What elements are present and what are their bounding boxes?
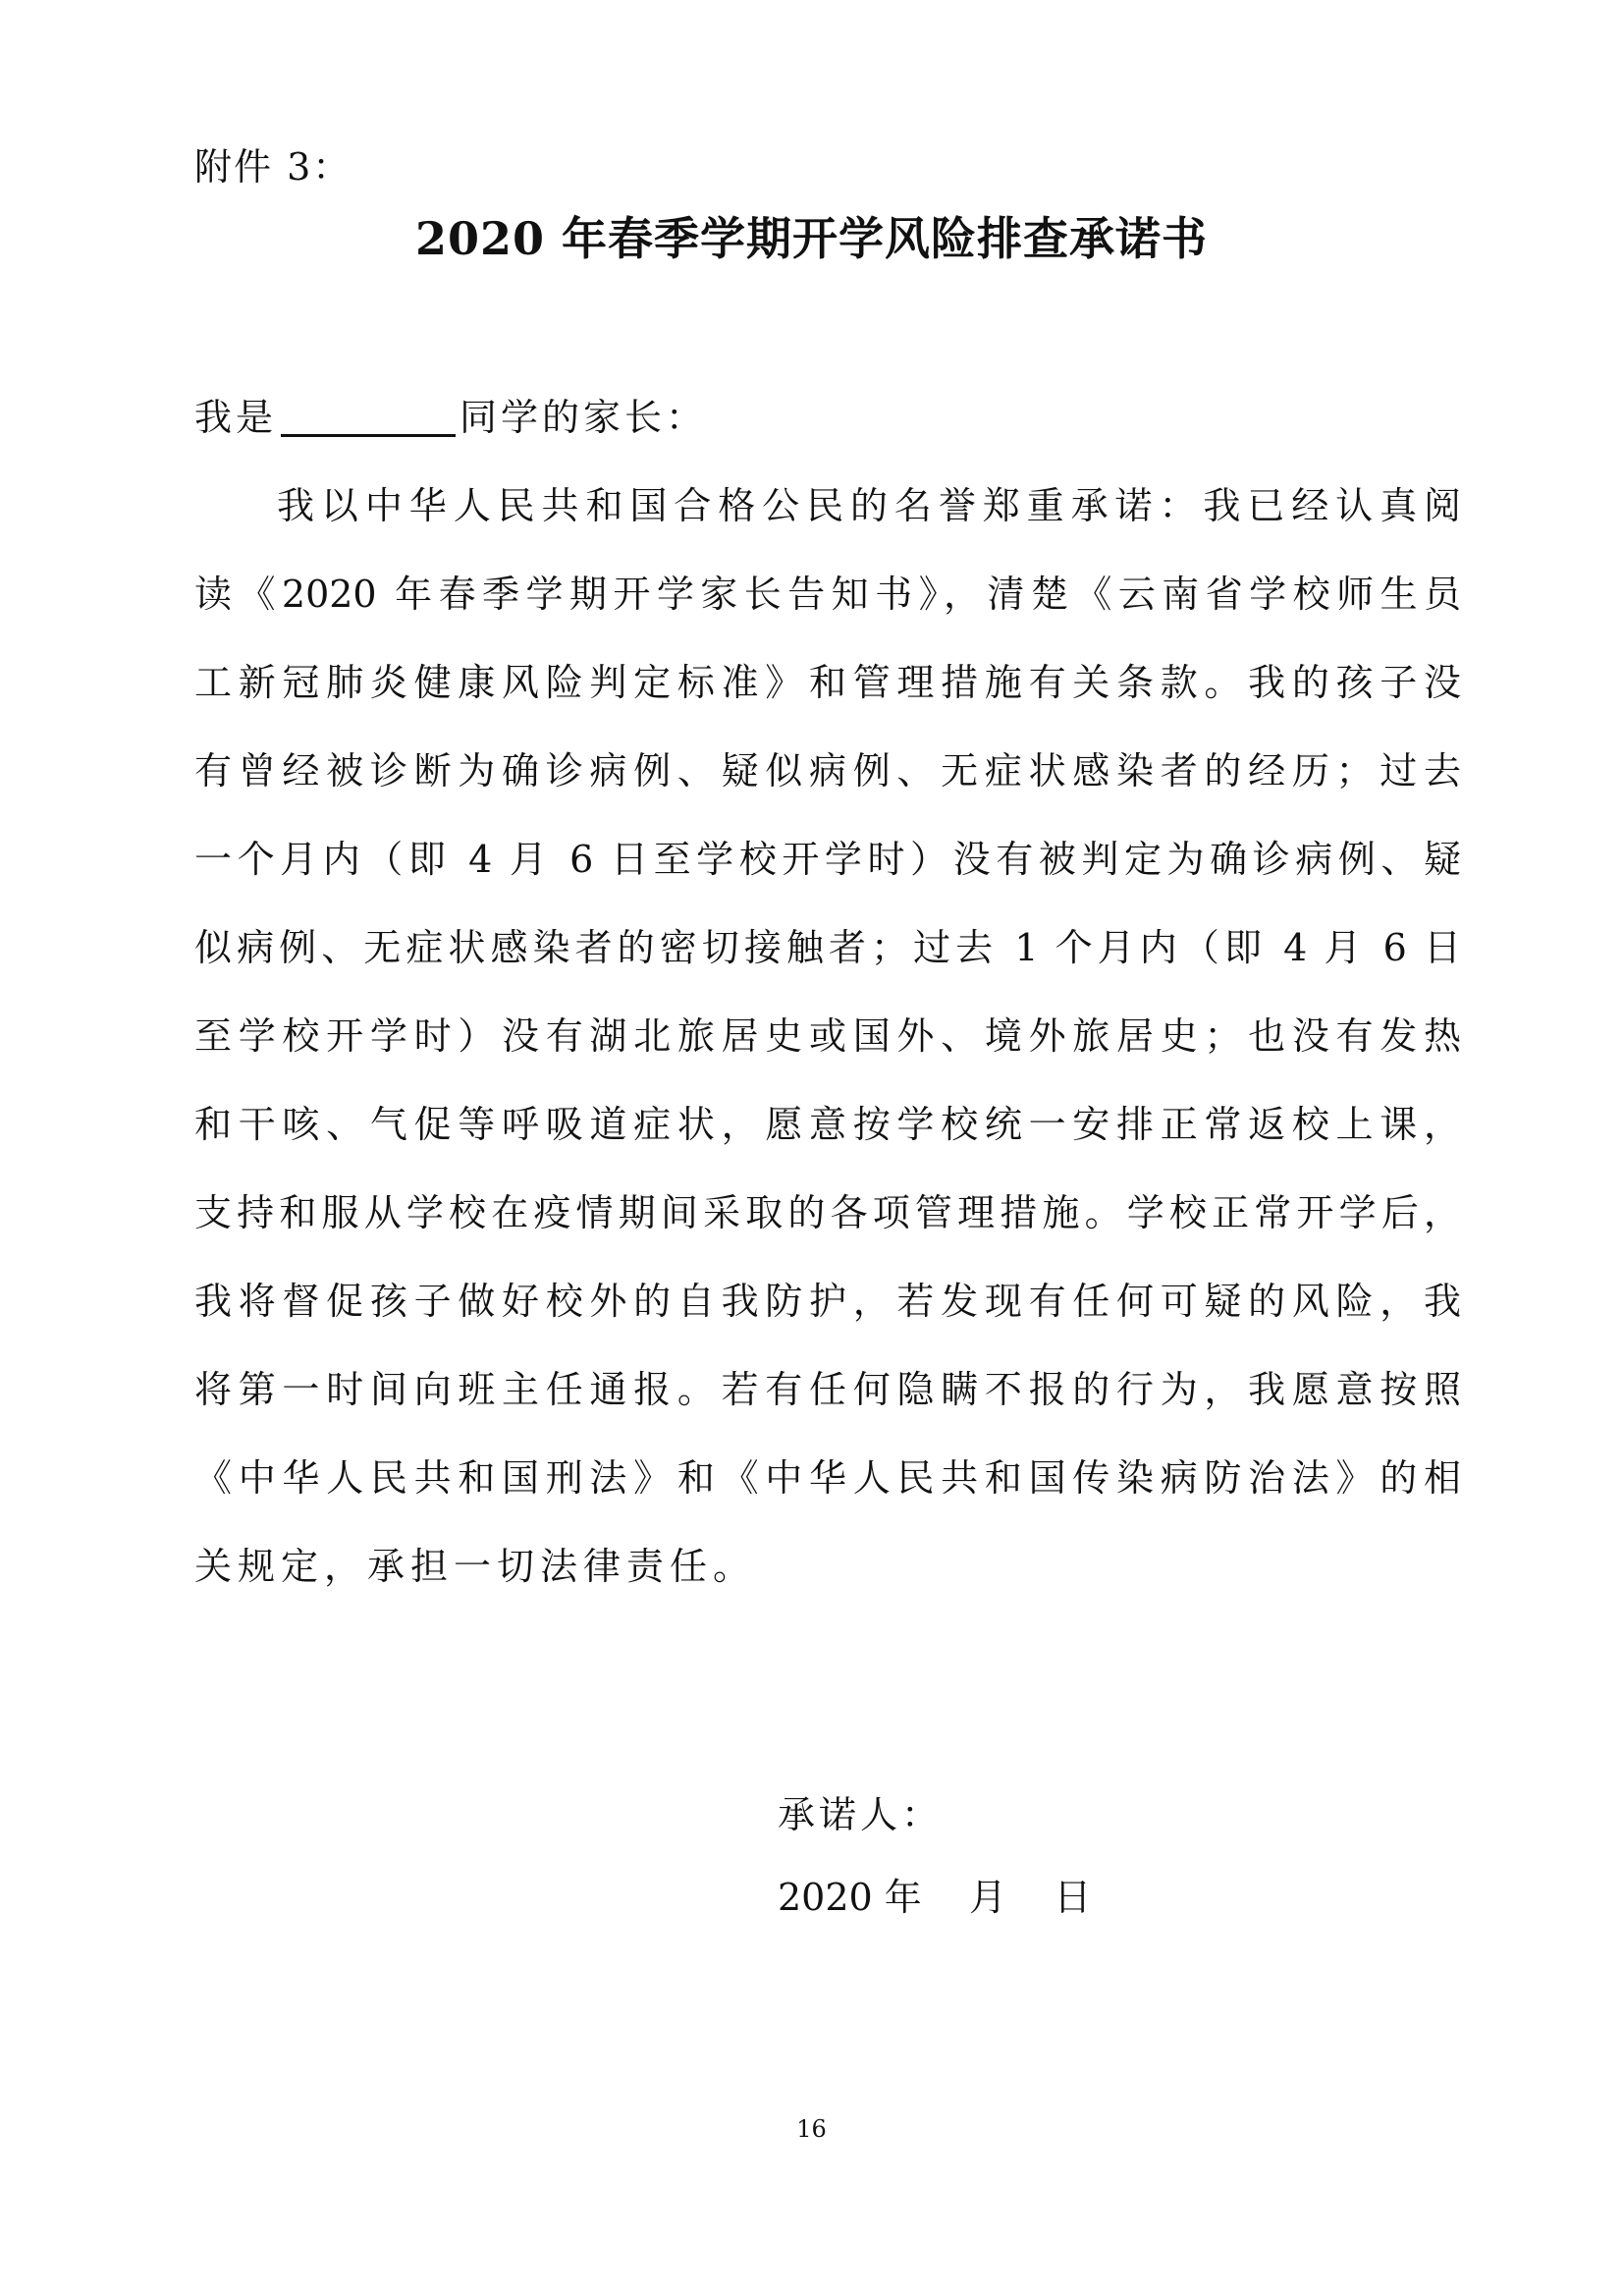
body-line: 支持和服从学校在疫情期间采取的各项管理措施。学校正常开学后， [194,1191,1461,1234]
body-line: 工新冠肺炎健康风险判定标准》和管理措施有关条款。我的孩子没 [194,661,1461,704]
document-title: 2020 年春季学期开学风险排查承诺书 [414,212,1209,265]
page-number: 16 [796,2115,827,2143]
pledge-body [194,462,1461,1611]
body-line: 一个月内（即 4 月 6 日至学校开学时）没有被判定为确诊病例、疑 [194,838,1461,881]
body-line: 我将督促孩子做好校外的自我防护，若发现有任何可疑的风险，我 [194,1280,1461,1323]
body-line: 和干咳、气促等呼吸道症状，愿意按学校统一安排正常返校上课， [194,1103,1461,1146]
body-line: 读《2020 年春季学期开学家长告知书》，清楚《云南省学校师生员 [194,573,1461,616]
salutation [194,388,707,447]
salutation-prefix: 我是 [194,396,278,439]
body-line: 有曾经被诊断为确诊病例、疑似病例、无症状感染者的经历；过去 [194,749,1461,793]
salutation-suffix: 同学的家长： [460,396,708,439]
body-line: 我以中华人民共和国合格公民的名誉郑重承诺：我已经认真阅 [277,484,1461,527]
student-name-blank[interactable] [281,391,456,437]
signature-date: 2020 年 月 日 [778,1876,1092,1919]
body-line: 《中华人民共和国刑法》和《中华人民共和国传染病防治法》的相 [194,1456,1461,1500]
signer-label: 承诺人： [778,1793,944,1836]
body-line: 至学校开学时）没有湖北旅居史或国外、境外旅居史；也没有发热 [194,1014,1461,1058]
body-line: 将第一时间向班主任通报。若有任何隐瞒不报的行为，我愿意按照 [194,1368,1461,1411]
body-line: 似病例、无症状感染者的密切接触者；过去 1 个月内（即 4 月 6 日 [194,926,1461,969]
body-line: 关规定，承担一切法律责任。 [194,1545,757,1588]
attachment-label: 附件 3： [194,145,352,189]
